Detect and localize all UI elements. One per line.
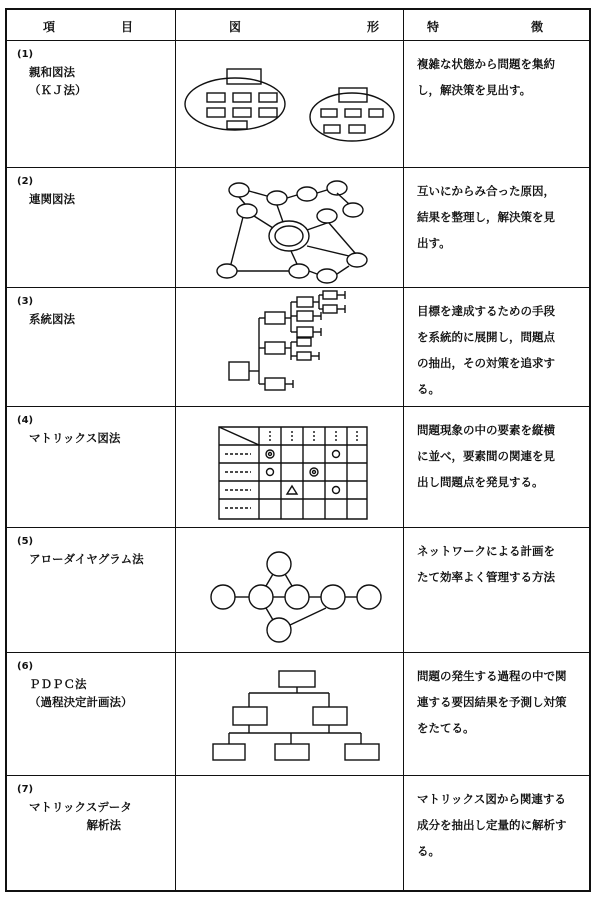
method-name: 連関図法 [29,192,75,206]
method-features: 問題の発生する過程の中で関 連する要因結果を予測し対策 をたてる。 [417,669,567,735]
arrow-diagram-figure [179,528,403,652]
method-features: マトリックス図から関連する 成分を抽出し定量的に解析す る。 [417,792,567,858]
pdpc-diagram-figure [179,653,403,775]
method-features: 複雑な状態から問題を集約 し，解決策を見出す。 [417,57,555,97]
method-name: 親和図法 （ＫＪ法） [29,65,87,97]
relations-diagram-figure [179,168,403,287]
matrix-diagram-figure [179,407,403,527]
table-row: (5) アローダイヤグラム法 ネットワークによる計画を たて効率よく管理する方法 [7,528,589,652]
header-item: 項 目 [43,20,134,34]
header-figure: 図 形 [229,20,380,34]
table-row: (6) ＰＤＰＣ法 （過程決定計画法） 問題の発生する過程の中で関 連する要因結果を予測し対策 をたてる。 [7,653,589,775]
header-features: 特 徴 [427,20,544,34]
method-name: 系統図法 [29,312,75,326]
table-row: (2) 連関図法 互いにからみ合った原因， 結果を整理し，解決策を見 出す。 [7,168,589,287]
method-features: ネットワークによる計画を たて効率よく管理する方法 [417,544,555,584]
table-row: (1) 親和図法 （ＫＪ法） 複雑な状態から問題を集約 し，解決策を見出す。 [7,41,589,167]
method-name: マトリックスデータ 解析法 [29,800,132,832]
method-name: マトリックス図法 [29,431,121,445]
method-name: ＰＤＰＣ法 （過程決定計画法） [29,677,133,709]
table-row: (3) 系統図法 目標を達成するための手段 を系統的に展開し，問題点 の抽出，その対策を追求す る。 [7,288,589,406]
table-row: (4) マトリックス図法 問題現象の中の要素を縦横 に並べ，要素間の関連を見 出し問題点を発見する。 [7,407,589,527]
tree-diagram-figure [179,288,403,406]
methods-table [5,8,591,892]
affinity-diagram-figure [179,41,403,167]
table-row: (7) マトリックスデータ 解析法 マトリックス図から関連する 成分を抽出し定量的に解析す る。 [7,776,589,890]
method-features: 目標を達成するための手段 を系統的に展開し，問題点 の抽出，その対策を追求す る。 [417,304,555,396]
method-features: 互いにからみ合った原因， 結果を整理し，解決策を見 出す。 [417,184,555,250]
method-features: 問題現象の中の要素を縦横 に並べ，要素間の関連を見 出し問題点を発見する。 [417,423,555,489]
method-name: アローダイヤグラム法 [29,552,144,566]
